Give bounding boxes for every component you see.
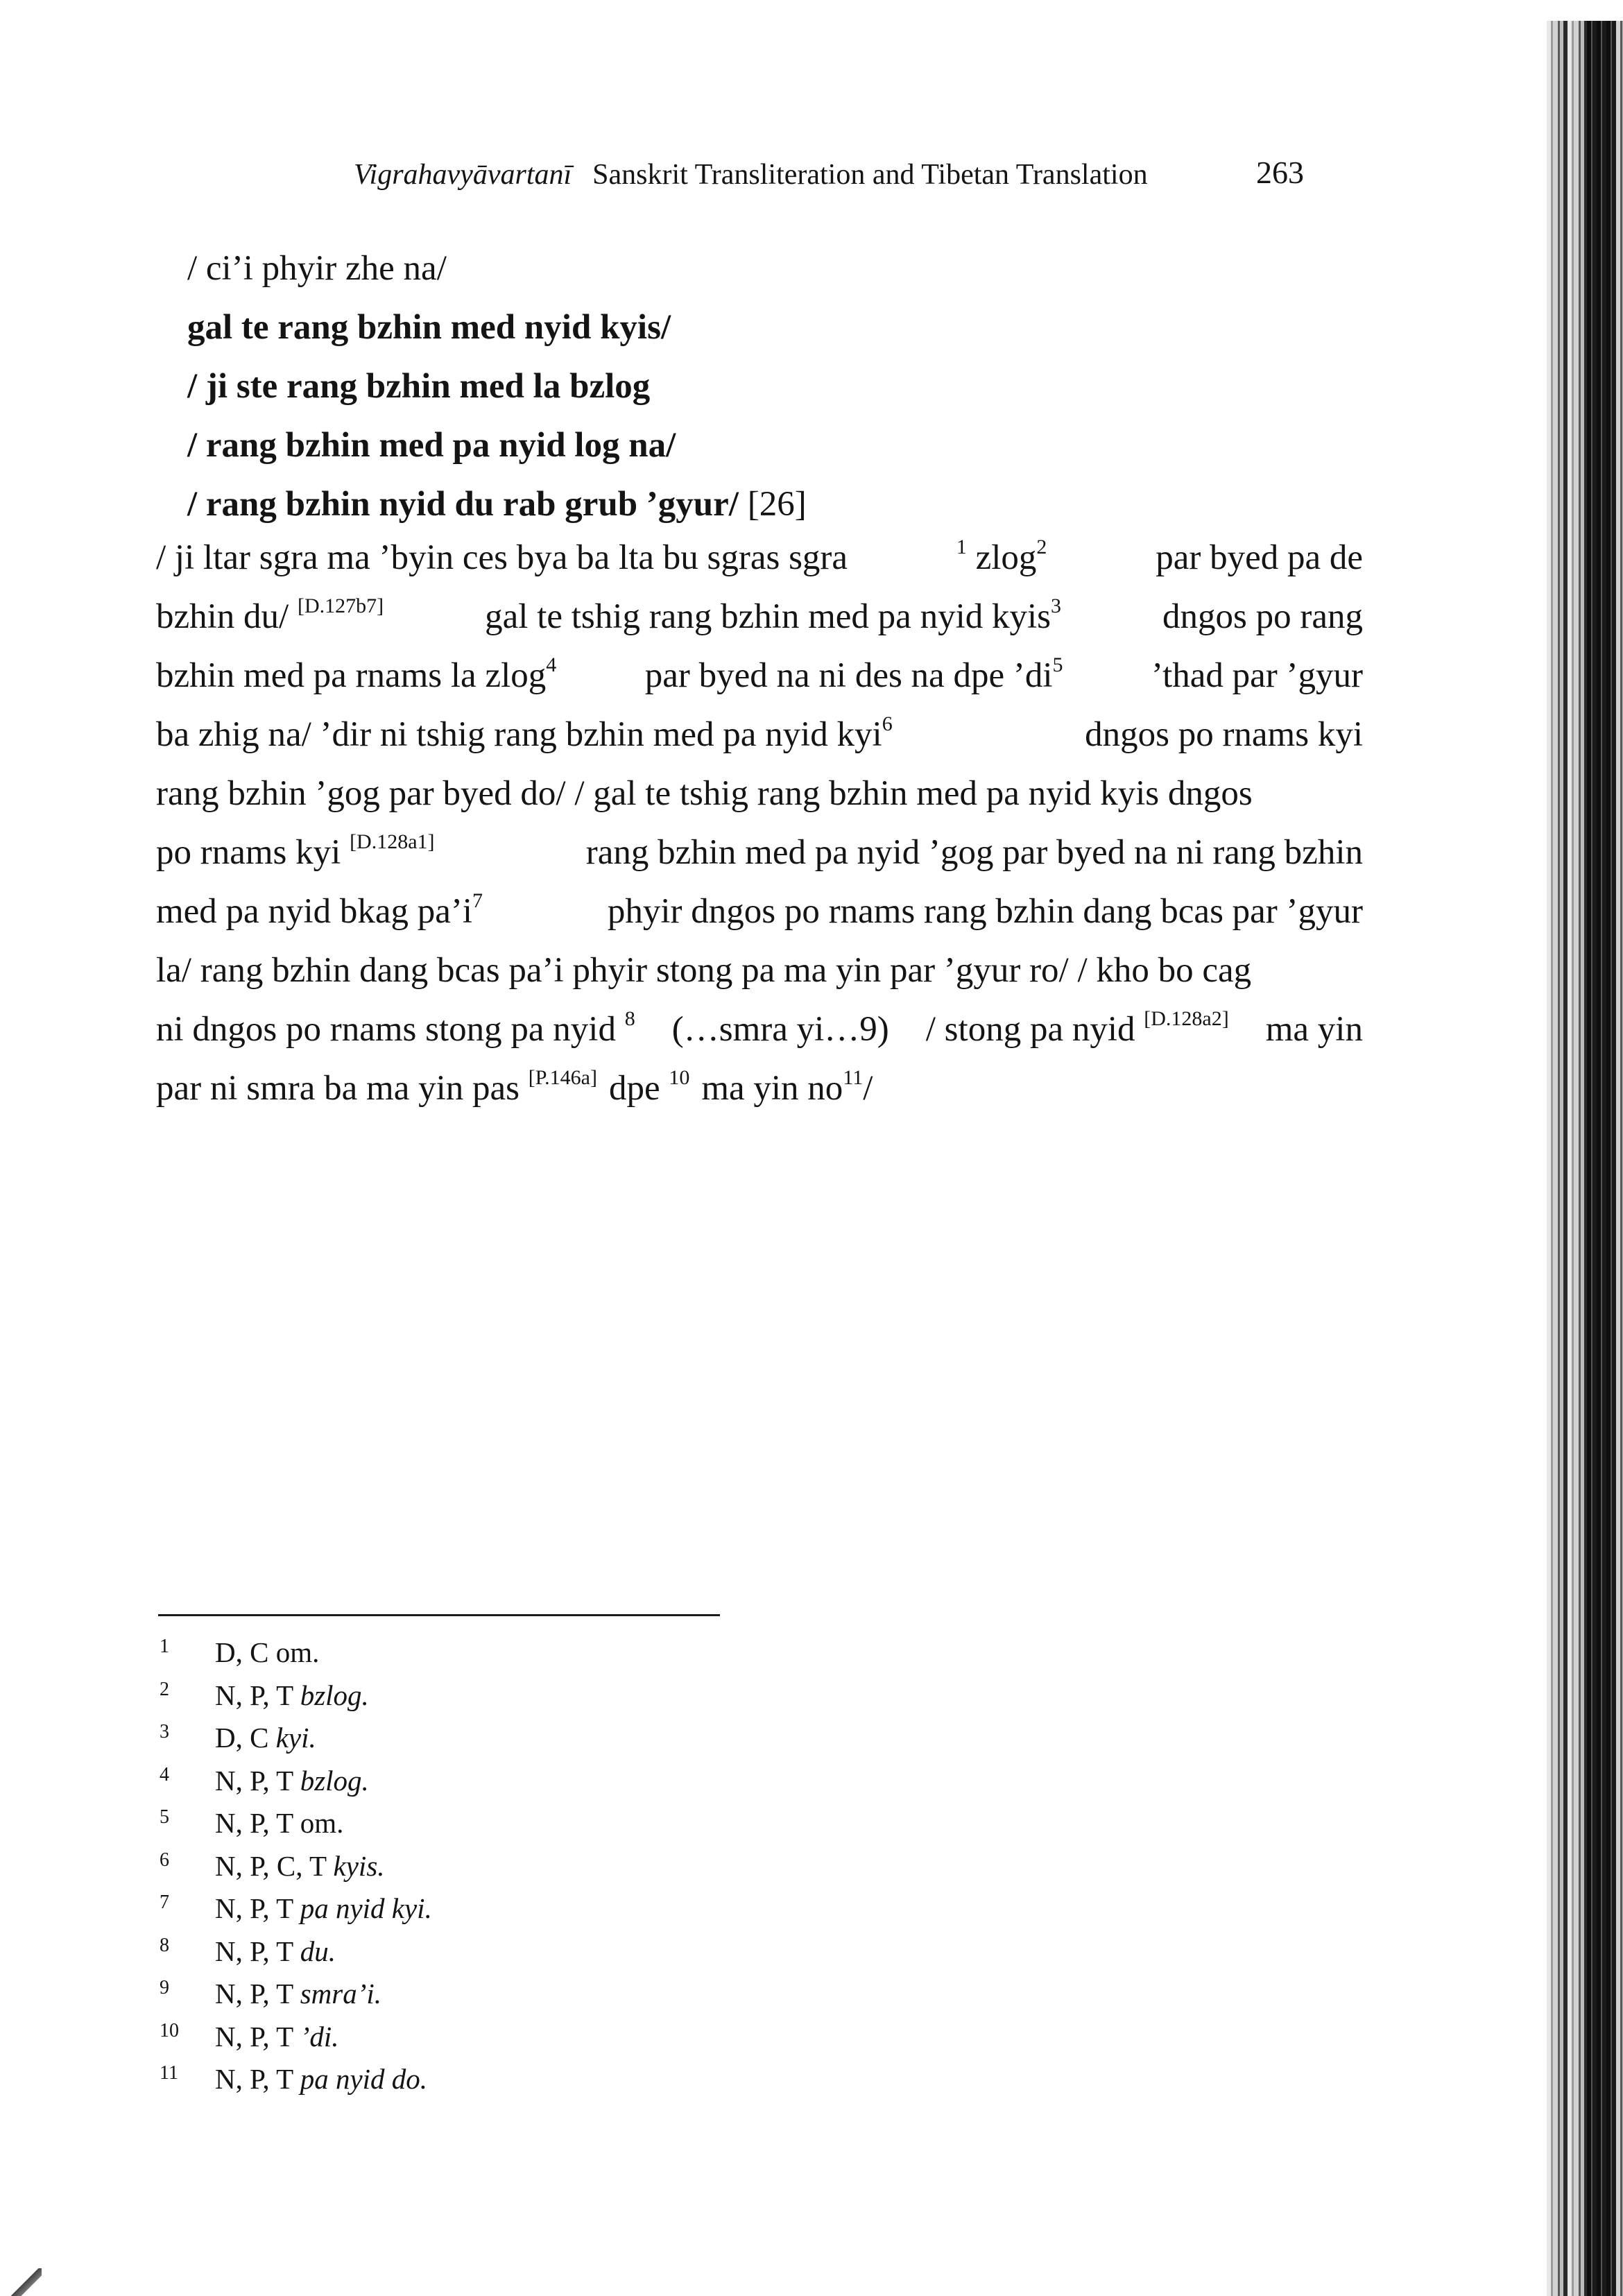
footnote-2 xyxy=(160,1679,369,1712)
footnote-ref: 8 xyxy=(624,1007,635,1030)
running-head-title: Vigrahavyāvartanī xyxy=(354,159,572,191)
footnote-reading: bzlog. xyxy=(300,1764,369,1797)
footnote-ref: 5 xyxy=(1052,653,1063,676)
prose-text: rang bzhin ’gog par byed do/ / gal te tshig rang bzhin med pa nyid kyis dngos xyxy=(156,774,1253,813)
footnote-reading: ’di. xyxy=(300,2020,339,2053)
prose-text: dngos po rnams kyi xyxy=(1085,715,1363,754)
footnote-number: 10 xyxy=(160,2019,179,2041)
footnote-number: 3 xyxy=(160,1721,169,1742)
footnote-ref: 1 xyxy=(956,536,967,558)
prose-text: par ni smra ba ma yin pas xyxy=(156,1069,520,1108)
prose-text: gal te tshig rang bzhin med pa nyid kyis xyxy=(485,597,1051,636)
scan-corner-mark xyxy=(0,2268,42,2296)
footnote-number: 8 xyxy=(160,1934,169,1956)
footnote-number: 11 xyxy=(160,2062,178,2084)
prose-line-9 xyxy=(156,1009,1363,1050)
footnote-10 xyxy=(160,2020,338,2053)
footnote-witness: N, P, T xyxy=(215,1807,300,1839)
footnote-witness: N, P, T xyxy=(215,1764,300,1797)
verse-line-1: / ci’i phyir zhe na/ xyxy=(187,249,447,288)
prose-line-10 xyxy=(156,1068,1363,1108)
prose-text: ma yin xyxy=(1265,1010,1363,1049)
prose-line-4 xyxy=(156,714,1363,755)
verse-line-5-text: / rang bzhin nyid du rab grub ’gyur/ xyxy=(187,485,739,524)
footnote-ref: 2 xyxy=(1036,536,1047,558)
prose-text: ’thad par ’gyur xyxy=(1151,656,1363,695)
footnote-ref: 7 xyxy=(472,889,483,912)
footnote-reading: du. xyxy=(300,1935,336,1967)
folio-marker: [D.128a2] xyxy=(1144,1007,1229,1030)
prose-line-8 xyxy=(156,950,1363,991)
footnote-ref: 10 xyxy=(669,1066,690,1089)
verse-line-2: gal te rang bzhin med nyid kyis/ xyxy=(187,308,671,347)
footnote-witness: N, P, C, T xyxy=(215,1849,334,1882)
prose-text: ba zhig na/ ’dir ni tshig rang bzhin med pa nyid kyi xyxy=(156,715,882,754)
footnote-reading: kyi. xyxy=(275,1722,316,1754)
footnote-separator xyxy=(158,1614,720,1616)
footnote-1 xyxy=(160,1636,319,1669)
footnote-reading: pa nyid do. xyxy=(300,2063,428,2095)
prose-text: bzhin med pa rnams la zlog xyxy=(156,656,547,695)
footnote-number: 7 xyxy=(160,1892,169,1913)
footnote-11 xyxy=(160,2062,427,2096)
prose-text: / stong pa nyid xyxy=(925,1010,1135,1049)
footnote-ref: 11 xyxy=(843,1066,864,1089)
prose-text: la/ rang bzhin dang bcas pa’i phyir stong pa ma yin par ’gyur ro/ / kho bo cag xyxy=(156,951,1252,990)
footnote-6 xyxy=(160,1849,385,1883)
folio-marker: [D.128a1] xyxy=(350,830,435,853)
prose-text: bzhin du/ xyxy=(156,597,289,636)
prose-text: zlog xyxy=(975,538,1037,577)
footnote-number: 6 xyxy=(160,1849,169,1871)
prose-text: ni dngos po rnams stong pa nyid xyxy=(156,1010,616,1049)
footnote-reading: smra’i. xyxy=(300,1978,382,2010)
prose-text: phyir dngos po rnams rang bzhin dang bcas par ’gyur xyxy=(607,892,1363,931)
running-head xyxy=(354,155,1304,191)
footnote-ref: 3 xyxy=(1051,594,1062,617)
prose-line-7 xyxy=(156,891,1363,932)
prose-text: po rnams kyi xyxy=(156,833,341,872)
footnote-8 xyxy=(160,1935,336,1968)
footnote-witness: D, C xyxy=(215,1636,276,1668)
footnote-note: om. xyxy=(300,1807,344,1839)
folio-marker: [P.146a] xyxy=(528,1066,597,1089)
footnote-9 xyxy=(160,1977,381,2010)
prose-text: (…smra yi…9) xyxy=(671,1010,889,1049)
footnote-note: om. xyxy=(275,1636,320,1668)
footnote-number: 4 xyxy=(160,1763,169,1785)
folio-marker: [D.127b7] xyxy=(297,594,384,617)
verse-line-3: / ji ste rang bzhin med la bzlog xyxy=(187,367,651,406)
footnote-witness: N, P, T xyxy=(215,1892,300,1924)
prose-line-5 xyxy=(156,773,1363,814)
footnote-4 xyxy=(160,1764,369,1797)
footnote-ref: 4 xyxy=(546,653,557,676)
prose-text: med pa nyid bkag pa’i xyxy=(156,892,473,931)
footnote-reading: bzlog. xyxy=(300,1679,369,1711)
footnote-witness: N, P, T xyxy=(215,2063,300,2095)
footnote-7 xyxy=(160,1892,432,1925)
prose-text: dngos po rang xyxy=(1162,597,1363,636)
footnote-number: 1 xyxy=(160,1636,169,1657)
book-binding-shadow xyxy=(1587,21,1616,2296)
prose-text: ma yin no xyxy=(701,1069,843,1108)
verse-number: [26] xyxy=(747,485,807,524)
prose-text: / ji ltar sgra ma ’byin ces bya ba lta bu sgras sgra xyxy=(156,538,848,577)
footnote-witness: N, P, T xyxy=(215,1978,300,2010)
prose-line-3 xyxy=(156,653,1363,696)
footnote-ref: 6 xyxy=(882,712,893,735)
prose-text: par byed na ni des na dpe ’di xyxy=(644,656,1053,695)
prose-text: rang bzhin med pa nyid ’gog par byed na ni rang bzhin xyxy=(585,833,1363,872)
prose-text: dpe xyxy=(608,1069,660,1108)
footnote-reading: kyis. xyxy=(333,1849,385,1882)
verse-line-4: / rang bzhin med pa nyid log na/ xyxy=(187,426,676,465)
page-number: 263 xyxy=(1256,155,1304,190)
footnote-number: 2 xyxy=(160,1678,169,1700)
footnote-5 xyxy=(160,1806,343,1840)
footnote-witness: N, P, T xyxy=(215,1935,300,1967)
prose-line-6 xyxy=(156,832,1363,873)
verse-line-5 xyxy=(187,484,807,524)
footnote-witness: N, P, T xyxy=(215,1679,300,1711)
prose-text: / xyxy=(863,1069,873,1108)
footnote-number: 9 xyxy=(160,1977,169,1998)
footnote-reading: pa nyid kyi. xyxy=(300,1892,432,1924)
prose-text: par byed pa de xyxy=(1156,538,1363,577)
running-head-subtitle: Sanskrit Transliteration and Tibetan Translation xyxy=(592,159,1148,191)
footnote-witness: D, C xyxy=(215,1722,276,1754)
footnote-number: 5 xyxy=(160,1806,169,1828)
footnote-witness: N, P, T xyxy=(215,2020,300,2053)
footnote-3 xyxy=(160,1721,316,1754)
prose-line-2 xyxy=(156,594,1363,637)
prose-line-1 xyxy=(156,538,1363,578)
